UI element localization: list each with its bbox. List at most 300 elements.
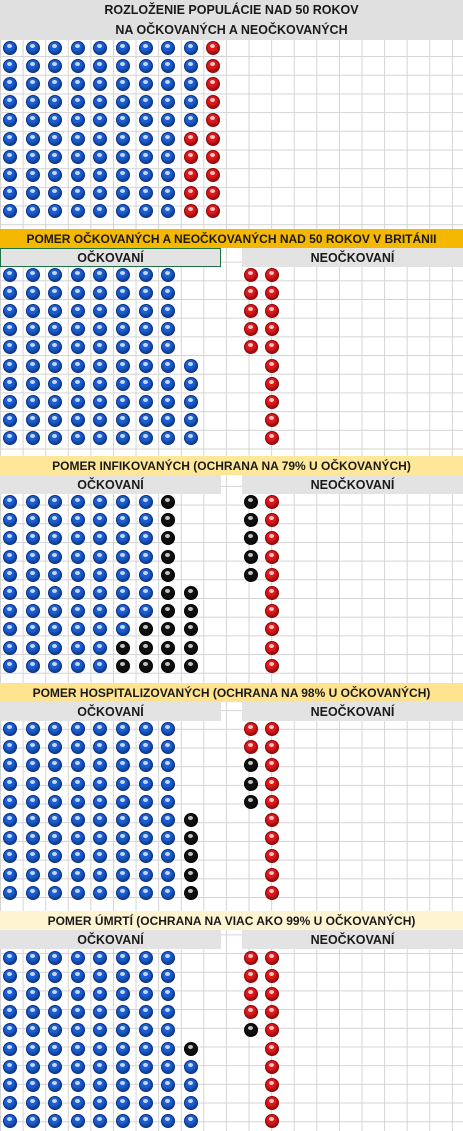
vaccinated-person-dot xyxy=(93,113,107,127)
vaccinated-person-dot xyxy=(139,1114,153,1128)
vaccinated-header: OČKOVANÍ xyxy=(0,930,221,949)
vaccinated-person-dot xyxy=(71,641,85,655)
vaccinated-person-dot xyxy=(71,513,85,527)
vaccinated-person-dot xyxy=(3,586,17,600)
affected-vaccinated-dot xyxy=(139,659,153,673)
vaccinated-person-dot xyxy=(184,359,198,373)
vaccinated-person-dot xyxy=(3,268,17,282)
unvaccinated-person-dot xyxy=(265,813,279,827)
unvaccinated-person-dot xyxy=(265,431,279,445)
vaccinated-person-dot xyxy=(3,95,17,109)
vaccinated-person-dot xyxy=(93,987,107,1001)
vaccinated-person-dot xyxy=(26,568,40,582)
vaccinated-person-dot xyxy=(71,41,85,55)
unvaccinated-person-dot xyxy=(265,722,279,736)
vaccinated-person-dot xyxy=(93,340,107,354)
unvaccinated-person-dot xyxy=(206,113,220,127)
unvaccinated-person-dot xyxy=(265,377,279,391)
vaccinated-person-dot xyxy=(26,513,40,527)
vaccinated-person-dot xyxy=(48,377,62,391)
vaccinated-person-dot xyxy=(48,1042,62,1056)
vaccinated-person-dot xyxy=(71,413,85,427)
vaccinated-person-dot xyxy=(93,868,107,882)
unvaccinated-person-dot xyxy=(265,513,279,527)
vaccinated-person-dot xyxy=(139,377,153,391)
vaccinated-person-dot xyxy=(3,849,17,863)
vaccinated-person-dot xyxy=(93,395,107,409)
vaccinated-person-dot xyxy=(26,113,40,127)
vaccinated-person-dot xyxy=(71,886,85,900)
vaccinated-person-dot xyxy=(161,1005,175,1019)
unvaccinated-person-dot xyxy=(265,740,279,754)
vaccinated-person-dot xyxy=(26,604,40,618)
vaccinated-person-dot xyxy=(139,513,153,527)
vaccinated-person-dot xyxy=(48,204,62,218)
unvaccinated-person-dot xyxy=(265,1023,279,1037)
unvaccinated-person-dot xyxy=(265,969,279,983)
vaccinated-person-dot xyxy=(3,951,17,965)
vaccinated-person-dot xyxy=(139,568,153,582)
vaccinated-person-dot xyxy=(93,659,107,673)
vaccinated-person-dot xyxy=(48,722,62,736)
vaccinated-person-dot xyxy=(139,413,153,427)
affected-vaccinated-dot xyxy=(184,849,198,863)
vaccinated-person-dot xyxy=(116,340,130,354)
vaccinated-person-dot xyxy=(161,1060,175,1074)
unvaccinated-person-dot xyxy=(265,586,279,600)
unvaccinated-person-dot xyxy=(265,1114,279,1128)
affected-unvaccinated-dot xyxy=(244,550,258,564)
vaccinated-person-dot xyxy=(3,340,17,354)
unvaccinated-person-dot xyxy=(265,886,279,900)
vaccinated-person-dot xyxy=(3,1023,17,1037)
vaccinated-person-dot xyxy=(48,604,62,618)
vaccinated-person-dot xyxy=(48,322,62,336)
vaccinated-person-dot xyxy=(48,1060,62,1074)
vaccinated-person-dot xyxy=(139,322,153,336)
vaccinated-person-dot xyxy=(3,77,17,91)
vaccinated-person-dot xyxy=(26,886,40,900)
vaccinated-person-dot xyxy=(116,168,130,182)
vaccinated-person-dot xyxy=(48,513,62,527)
vaccinated-person-dot xyxy=(93,1078,107,1092)
vaccinated-person-dot xyxy=(48,849,62,863)
vaccinated-person-dot xyxy=(48,1023,62,1037)
vaccinated-person-dot xyxy=(93,586,107,600)
unvaccinated-person-dot xyxy=(206,95,220,109)
vaccinated-person-dot xyxy=(26,340,40,354)
unvaccinated-person-dot xyxy=(265,550,279,564)
vaccinated-person-dot xyxy=(139,1005,153,1019)
vaccinated-person-dot xyxy=(48,41,62,55)
unvaccinated-person-dot xyxy=(265,495,279,509)
vaccinated-person-dot xyxy=(26,204,40,218)
vaccinated-person-dot xyxy=(48,495,62,509)
vaccinated-person-dot xyxy=(139,59,153,73)
affected-vaccinated-dot xyxy=(161,531,175,545)
unvaccinated-header: NEOČKOVANÍ xyxy=(242,248,463,267)
vaccinated-person-dot xyxy=(116,550,130,564)
vaccinated-person-dot xyxy=(161,322,175,336)
vaccinated-person-dot xyxy=(116,740,130,754)
vaccinated-person-dot xyxy=(116,987,130,1001)
unvaccinated-person-dot xyxy=(206,59,220,73)
vaccinated-person-dot xyxy=(139,340,153,354)
affected-unvaccinated-dot xyxy=(244,531,258,545)
unvaccinated-person-dot xyxy=(244,951,258,965)
vaccinated-person-dot xyxy=(48,1078,62,1092)
unvaccinated-person-dot xyxy=(265,777,279,791)
unvaccinated-person-dot xyxy=(265,641,279,655)
vaccinated-person-dot xyxy=(93,150,107,164)
vaccinated-person-dot xyxy=(48,186,62,200)
vaccinated-person-dot xyxy=(161,95,175,109)
affected-vaccinated-dot xyxy=(184,586,198,600)
vaccinated-person-dot xyxy=(71,604,85,618)
unvaccinated-person-dot xyxy=(206,204,220,218)
vaccinated-person-dot xyxy=(116,795,130,809)
section-infected-title: POMER INFIKOVANÝCH (OCHRANA NA 79% U OČKOVANÝCH) xyxy=(0,456,463,475)
vaccinated-person-dot xyxy=(139,722,153,736)
vaccinated-person-dot xyxy=(26,1042,40,1056)
vaccinated-person-dot xyxy=(161,849,175,863)
vaccinated-person-dot xyxy=(139,777,153,791)
vaccinated-person-dot xyxy=(71,1042,85,1056)
vaccinated-person-dot xyxy=(3,150,17,164)
vaccinated-person-dot xyxy=(71,150,85,164)
vaccinated-person-dot xyxy=(3,1078,17,1092)
vaccinated-person-dot xyxy=(116,150,130,164)
unvaccinated-person-dot xyxy=(244,286,258,300)
vaccinated-person-dot xyxy=(93,1114,107,1128)
affected-vaccinated-dot xyxy=(139,622,153,636)
vaccinated-person-dot xyxy=(184,1060,198,1074)
vaccinated-person-dot xyxy=(48,586,62,600)
vaccinated-person-dot xyxy=(161,1114,175,1128)
vaccinated-person-dot xyxy=(48,568,62,582)
vaccinated-person-dot xyxy=(139,113,153,127)
vaccinated-person-dot xyxy=(93,951,107,965)
vaccinated-person-dot xyxy=(93,969,107,983)
vaccinated-person-dot xyxy=(139,604,153,618)
vaccinated-person-dot xyxy=(139,304,153,318)
vaccinated-person-dot xyxy=(161,413,175,427)
vaccinated-person-dot xyxy=(3,413,17,427)
unvaccinated-person-dot xyxy=(265,1005,279,1019)
vaccinated-person-dot xyxy=(3,568,17,582)
vaccinated-person-dot xyxy=(26,150,40,164)
vaccinated-header: OČKOVANÍ xyxy=(0,475,221,494)
affected-unvaccinated-dot xyxy=(244,513,258,527)
affected-vaccinated-dot xyxy=(161,568,175,582)
vaccinated-person-dot xyxy=(93,495,107,509)
vaccinated-person-dot xyxy=(3,359,17,373)
vaccinated-person-dot xyxy=(161,886,175,900)
vaccinated-person-dot xyxy=(116,286,130,300)
affected-vaccinated-dot xyxy=(161,622,175,636)
affected-vaccinated-dot xyxy=(161,604,175,618)
vaccinated-person-dot xyxy=(26,740,40,754)
vaccinated-person-dot xyxy=(26,168,40,182)
unvaccinated-person-dot xyxy=(265,304,279,318)
vaccinated-person-dot xyxy=(71,550,85,564)
vaccinated-person-dot xyxy=(71,1078,85,1092)
vaccinated-person-dot xyxy=(3,659,17,673)
vaccinated-person-dot xyxy=(71,377,85,391)
vaccinated-person-dot xyxy=(184,431,198,445)
unvaccinated-person-dot xyxy=(244,969,258,983)
vaccinated-person-dot xyxy=(26,969,40,983)
vaccinated-person-dot xyxy=(71,495,85,509)
vaccinated-person-dot xyxy=(71,777,85,791)
vaccinated-person-dot xyxy=(116,831,130,845)
vaccinated-person-dot xyxy=(161,340,175,354)
vaccinated-person-dot xyxy=(3,813,17,827)
vaccinated-person-dot xyxy=(48,777,62,791)
unvaccinated-person-dot xyxy=(265,268,279,282)
vaccinated-person-dot xyxy=(48,831,62,845)
unvaccinated-person-dot xyxy=(265,1042,279,1056)
vaccinated-person-dot xyxy=(93,641,107,655)
vaccinated-person-dot xyxy=(48,987,62,1001)
affected-unvaccinated-dot xyxy=(244,1023,258,1037)
unvaccinated-person-dot xyxy=(184,204,198,218)
vaccinated-person-dot xyxy=(116,431,130,445)
vaccinated-person-dot xyxy=(71,268,85,282)
vaccinated-person-dot xyxy=(161,59,175,73)
vaccinated-person-dot xyxy=(71,622,85,636)
vaccinated-person-dot xyxy=(116,322,130,336)
vaccinated-person-dot xyxy=(71,849,85,863)
vaccinated-person-dot xyxy=(139,268,153,282)
vaccinated-person-dot xyxy=(71,95,85,109)
unvaccinated-person-dot xyxy=(244,322,258,336)
vaccinated-person-dot xyxy=(26,268,40,282)
affected-unvaccinated-dot xyxy=(244,495,258,509)
vaccinated-person-dot xyxy=(48,813,62,827)
vaccinated-person-dot xyxy=(161,795,175,809)
vaccinated-person-dot xyxy=(26,322,40,336)
unvaccinated-person-dot xyxy=(265,831,279,845)
vaccinated-person-dot xyxy=(71,113,85,127)
vaccinated-person-dot xyxy=(161,1078,175,1092)
vaccinated-person-dot xyxy=(26,777,40,791)
vaccinated-person-dot xyxy=(139,969,153,983)
vaccinated-person-dot xyxy=(139,204,153,218)
vaccinated-person-dot xyxy=(116,969,130,983)
unvaccinated-person-dot xyxy=(265,951,279,965)
vaccinated-person-dot xyxy=(3,1114,17,1128)
vaccinated-person-dot xyxy=(71,722,85,736)
affected-vaccinated-dot xyxy=(116,641,130,655)
vaccinated-person-dot xyxy=(139,795,153,809)
vaccinated-person-dot xyxy=(116,377,130,391)
vaccinated-person-dot xyxy=(48,969,62,983)
unvaccinated-person-dot xyxy=(265,568,279,582)
vaccinated-person-dot xyxy=(139,951,153,965)
vaccinated-person-dot xyxy=(161,1096,175,1110)
vaccinated-person-dot xyxy=(26,795,40,809)
vaccinated-person-dot xyxy=(116,604,130,618)
vaccinated-person-dot xyxy=(139,758,153,772)
affected-vaccinated-dot xyxy=(161,586,175,600)
vaccinated-person-dot xyxy=(71,831,85,845)
vaccinated-person-dot xyxy=(48,641,62,655)
vaccinated-person-dot xyxy=(184,77,198,91)
vaccinated-person-dot xyxy=(48,550,62,564)
affected-unvaccinated-dot xyxy=(244,777,258,791)
unvaccinated-person-dot xyxy=(184,168,198,182)
vaccinated-person-dot xyxy=(139,740,153,754)
vaccinated-person-dot xyxy=(161,359,175,373)
vaccinated-person-dot xyxy=(3,1060,17,1074)
vaccinated-person-dot xyxy=(93,41,107,55)
vaccinated-person-dot xyxy=(3,286,17,300)
vaccinated-person-dot xyxy=(139,1096,153,1110)
vaccinated-person-dot xyxy=(71,304,85,318)
vaccinated-person-dot xyxy=(116,413,130,427)
vaccinated-person-dot xyxy=(116,95,130,109)
vaccinated-person-dot xyxy=(48,622,62,636)
vaccinated-person-dot xyxy=(26,622,40,636)
vaccinated-person-dot xyxy=(93,359,107,373)
vaccinated-person-dot xyxy=(71,340,85,354)
vaccinated-person-dot xyxy=(116,513,130,527)
vaccinated-person-dot xyxy=(116,1023,130,1037)
vaccinated-person-dot xyxy=(26,186,40,200)
vaccinated-person-dot xyxy=(3,513,17,527)
vaccinated-person-dot xyxy=(93,758,107,772)
vaccinated-person-dot xyxy=(48,304,62,318)
vaccinated-person-dot xyxy=(71,568,85,582)
vaccinated-person-dot xyxy=(116,622,130,636)
vaccinated-person-dot xyxy=(3,304,17,318)
vaccinated-person-dot xyxy=(3,987,17,1001)
unvaccinated-person-dot xyxy=(265,849,279,863)
vaccinated-person-dot xyxy=(26,641,40,655)
title-line-2: NA OČKOVANÝCH A NEOČKOVANÝCH xyxy=(0,19,463,40)
vaccinated-person-dot xyxy=(184,413,198,427)
affected-vaccinated-dot xyxy=(161,495,175,509)
vaccinated-person-dot xyxy=(48,868,62,882)
vaccinated-person-dot xyxy=(26,849,40,863)
vaccinated-person-dot xyxy=(139,550,153,564)
affected-vaccinated-dot xyxy=(184,604,198,618)
vaccinated-person-dot xyxy=(48,168,62,182)
vaccinated-person-dot xyxy=(139,987,153,1001)
vaccinated-person-dot xyxy=(26,987,40,1001)
vaccinated-person-dot xyxy=(116,813,130,827)
vaccinated-person-dot xyxy=(3,531,17,545)
vaccinated-person-dot xyxy=(26,395,40,409)
unvaccinated-person-dot xyxy=(184,150,198,164)
vaccinated-person-dot xyxy=(26,550,40,564)
vaccinated-person-dot xyxy=(93,740,107,754)
vaccinated-person-dot xyxy=(139,849,153,863)
vaccinated-person-dot xyxy=(71,1096,85,1110)
vaccinated-person-dot xyxy=(116,41,130,55)
vaccinated-person-dot xyxy=(3,641,17,655)
vaccinated-person-dot xyxy=(93,1042,107,1056)
vaccinated-person-dot xyxy=(93,831,107,845)
vaccinated-person-dot xyxy=(71,1005,85,1019)
vaccinated-person-dot xyxy=(139,831,153,845)
vaccinated-person-dot xyxy=(26,722,40,736)
vaccinated-person-dot xyxy=(116,568,130,582)
vaccinated-person-dot xyxy=(161,969,175,983)
vaccinated-person-dot xyxy=(71,359,85,373)
vaccinated-person-dot xyxy=(93,186,107,200)
vaccinated-person-dot xyxy=(3,758,17,772)
vaccinated-person-dot xyxy=(3,740,17,754)
vaccinated-person-dot xyxy=(116,113,130,127)
affected-vaccinated-dot xyxy=(161,513,175,527)
vaccinated-person-dot xyxy=(139,586,153,600)
affected-unvaccinated-dot xyxy=(244,758,258,772)
vaccinated-person-dot xyxy=(116,758,130,772)
vaccinated-person-dot xyxy=(71,795,85,809)
vaccinated-person-dot xyxy=(161,204,175,218)
vaccinated-person-dot xyxy=(3,831,17,845)
vaccinated-header[interactable]: OČKOVANÍ xyxy=(0,248,221,267)
unvaccinated-person-dot xyxy=(265,622,279,636)
vaccinated-person-dot xyxy=(3,113,17,127)
vaccinated-person-dot xyxy=(93,304,107,318)
vaccinated-person-dot xyxy=(161,113,175,127)
vaccinated-person-dot xyxy=(3,777,17,791)
vaccinated-person-dot xyxy=(93,1023,107,1037)
vaccinated-person-dot xyxy=(93,286,107,300)
vaccinated-person-dot xyxy=(26,304,40,318)
vaccinated-person-dot xyxy=(184,59,198,73)
vaccinated-person-dot xyxy=(26,1023,40,1037)
unvaccinated-person-dot xyxy=(265,758,279,772)
vaccinated-person-dot xyxy=(3,204,17,218)
vaccinated-person-dot xyxy=(48,1114,62,1128)
vaccinated-person-dot xyxy=(93,168,107,182)
vaccinated-person-dot xyxy=(139,1078,153,1092)
vaccinated-person-dot xyxy=(93,431,107,445)
vaccinated-person-dot xyxy=(71,286,85,300)
unvaccinated-person-dot xyxy=(265,795,279,809)
vaccinated-person-dot xyxy=(3,41,17,55)
unvaccinated-person-dot xyxy=(265,1078,279,1092)
vaccinated-person-dot xyxy=(184,1096,198,1110)
vaccinated-person-dot xyxy=(93,77,107,91)
vaccinated-person-dot xyxy=(48,286,62,300)
vaccinated-person-dot xyxy=(116,395,130,409)
vaccinated-person-dot xyxy=(161,168,175,182)
vaccinated-person-dot xyxy=(71,758,85,772)
vaccinated-person-dot xyxy=(161,150,175,164)
affected-vaccinated-dot xyxy=(161,550,175,564)
unvaccinated-person-dot xyxy=(265,987,279,1001)
vaccinated-person-dot xyxy=(71,77,85,91)
vaccinated-person-dot xyxy=(184,1114,198,1128)
vaccinated-person-dot xyxy=(48,531,62,545)
vaccinated-person-dot xyxy=(161,1042,175,1056)
section-deaths-title: POMER ÚMRTÍ (OCHRANA NA VIAC AKO 99% U OČKOVANÝCH) xyxy=(0,911,463,930)
vaccinated-person-dot xyxy=(161,722,175,736)
unvaccinated-person-dot xyxy=(244,268,258,282)
vaccinated-person-dot xyxy=(161,777,175,791)
vaccinated-person-dot xyxy=(48,740,62,754)
vaccinated-person-dot xyxy=(26,831,40,845)
vaccinated-person-dot xyxy=(161,186,175,200)
vaccinated-person-dot xyxy=(3,795,17,809)
vaccinated-person-dot xyxy=(3,550,17,564)
vaccinated-person-dot xyxy=(48,413,62,427)
